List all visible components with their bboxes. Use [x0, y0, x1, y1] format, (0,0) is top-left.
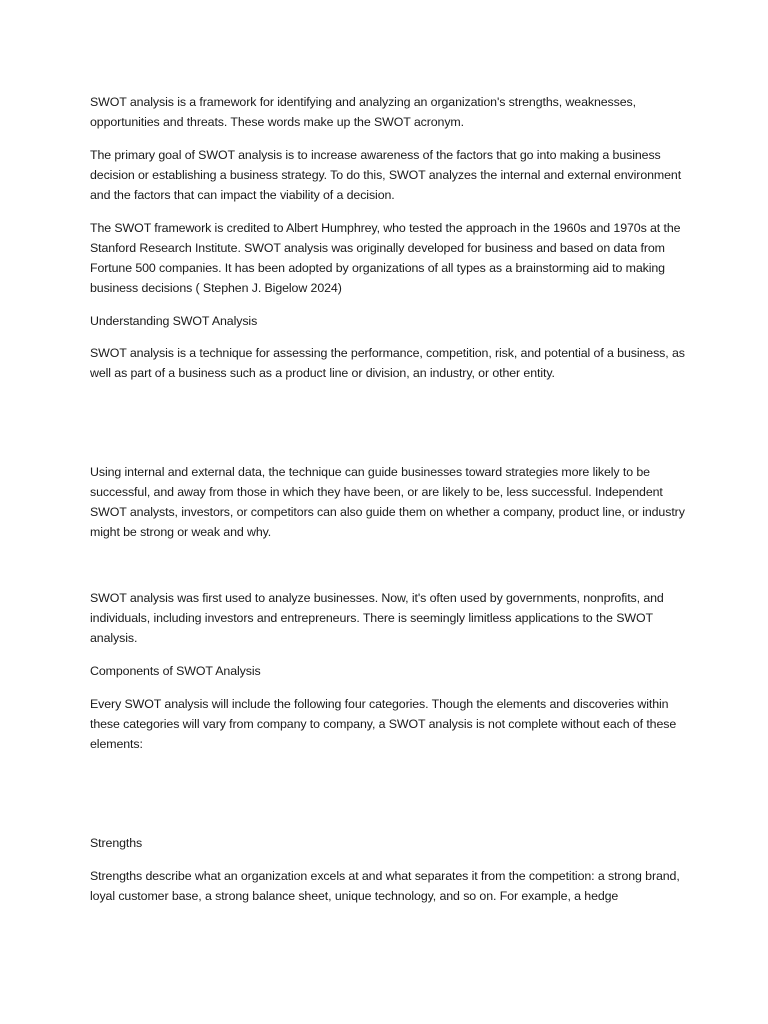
paragraph-strengths: Strengths describe what an organization excels at and what separates it from the competition: a strong brand, loyal customer base, a strong balance sheet, unique technology, and so on. For example, a hedge — [90, 869, 680, 903]
heading-strengths: Strengths — [90, 836, 143, 850]
heading-components: Components of SWOT Analysis — [90, 664, 261, 678]
paragraph-primary-goal: The primary goal of SWOT analysis is to increase awareness of the factors that go into making a business decision or establishing a business strategy. To do this, SWOT analyzes the internal and external environment and the factors that can impact the viability of a decision. — [90, 148, 682, 202]
paragraph-internal-external-data: Using internal and external data, the technique can guide businesses toward strategies more likely to be successful, and away from those in which they have been, or are likely to be, less successful. Independent SWOT analysts, investors, or competitors can also guide them on whether a company, product line, or industry might be strong or weak and why. — [90, 465, 685, 539]
heading-understanding-swot: Understanding SWOT Analysis — [90, 314, 258, 328]
paragraph-framework-history: The SWOT framework is credited to Albert Humphrey, who tested the approach in the 1960s and 1970s at the Stanford Research Institute. SWOT analysis was originally developed for business and based on data from Fortune 500 companies. It has been adopted by organizations of all types as a brainstorming aid to making business decisions ( Stephen J. Bigelow 2024) — [90, 221, 681, 295]
paragraph-four-categories: Every SWOT analysis will include the following four categories. Though the elements and discoveries within these categories will vary from company to company, a SWOT analysis is not complete without each of these elements: — [90, 697, 677, 751]
paragraph-swot-definition: SWOT analysis is a framework for identifying and analyzing an organization's strengths, weaknesses, opportunities and threats. These words make up the SWOT acronym. — [90, 95, 636, 129]
paragraph-technique: SWOT analysis is a technique for assessing the performance, competition, risk, and potential of a business, as well as part of a business such as a product line or division, an industry, or other entity. — [90, 346, 685, 380]
paragraph-first-used: SWOT analysis was first used to analyze businesses. Now, it's often used by governments, nonprofits, and individuals, including investors and entrepreneurs. There is seemingly limitless applications to the SWOT analysis. — [90, 591, 664, 645]
